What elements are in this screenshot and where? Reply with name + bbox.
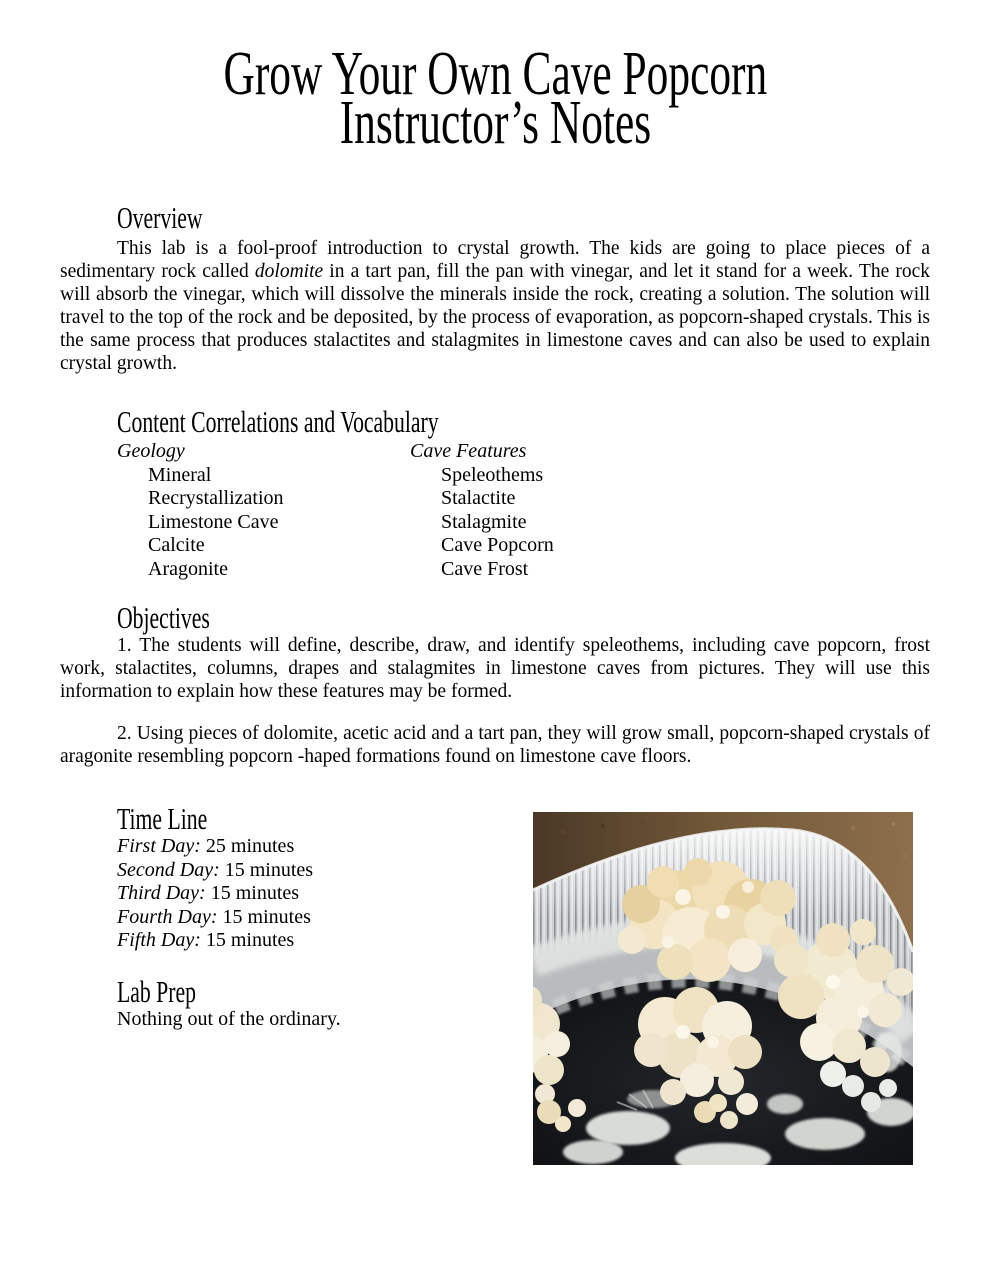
timeline-value: 15 minutes [210,882,300,904]
timeline-value: 15 minutes [205,929,295,951]
vocabulary-item: Cave Popcorn [441,534,554,556]
vocabulary-heading [117,406,930,438]
cave-popcorn-photo [533,812,913,1165]
overview-text-before: This lab is a fool-proof introduction to crystal growth. The kids are going to place pieces of a sedimentary rock called [60,238,930,282]
vocabulary-column-header: Cave Features [410,440,527,462]
timeline-label: Third Day: [117,882,206,904]
vocabulary-item: Aragonite [148,557,228,580]
vocabulary-heading-text: Content Correlations and Vocabulary [117,404,439,439]
vocabulary-item: Mineral [148,463,212,486]
vocabulary-column-header: Geology [117,440,185,462]
timeline-label: Fourth Day: [117,905,218,928]
vocabulary-item: Calcite [148,534,205,556]
overview-italic-term: dolomite [254,261,324,282]
title-line-2 [60,89,930,157]
vocabulary-column-geology [117,440,410,581]
lab-prep-heading-text: Lab Prep [117,973,196,1009]
lab-prep-text: Nothing out of the ordinary. [117,1007,341,1030]
vocabulary-item: Recrystallization [148,487,284,509]
overview-heading [117,202,930,234]
page-title [60,0,930,157]
vocabulary-item: Stalagmite [441,510,527,533]
vocabulary-columns [117,440,930,581]
title-line-2-text: Instructor’s Notes [339,89,651,157]
timeline-label: Second Day: [117,858,220,881]
vocabulary-item: Speleothems [441,463,544,486]
timeline-heading-text: Time Line [117,801,208,836]
overview-heading-text: Overview [117,200,203,235]
objectives-heading [117,602,930,634]
overview-paragraph [60,237,930,375]
timeline-value: 25 minutes [205,835,295,857]
timeline-value: 15 minutes [224,858,314,881]
timeline-label: First Day: [117,835,201,857]
overview-text-after: in a tart pan, fill the pan with vinegar, and let it stand for a week. The rock will absorb the vinegar, which will dissolve the minerals inside the rock, creating a solution. The solution will travel to the top of the rock and be deposited, by the process of evaporation, as popcorn-shaped crystals. This is the same process that produces stalactites and stalagmites in limestone caves and can also be used to explain crystal growth. [60,261,930,374]
vocabulary-item: Cave Frost [441,557,529,580]
objectives-paragraph-1: 1. The students will define, describe, draw, and identify speleothems, including cave popcorn, frost work, stalactites, columns, drapes and stalagmites in limestone caves from pictures. They will use this information to explain how these features may be formed. [60,635,930,702]
timeline-label: Fifth Day: [117,929,201,951]
timeline-value: 15 minutes [222,905,311,928]
objectives-heading-text: Objectives [117,600,210,635]
vocabulary-column-cave-features [410,440,930,581]
title-line-1-text: Grow Your Own Cave Popcorn [223,40,767,108]
vocabulary-item: Limestone Cave [148,510,279,533]
vocabulary-item: Stalactite [441,487,516,509]
objectives-paragraph-2: 2. Using pieces of dolomite, acetic acid and a tart pan, they will grow small, popcorn-shaped crystals of aragonite resembling popcorn -haped formations found on limestone cave floors. [60,723,930,767]
